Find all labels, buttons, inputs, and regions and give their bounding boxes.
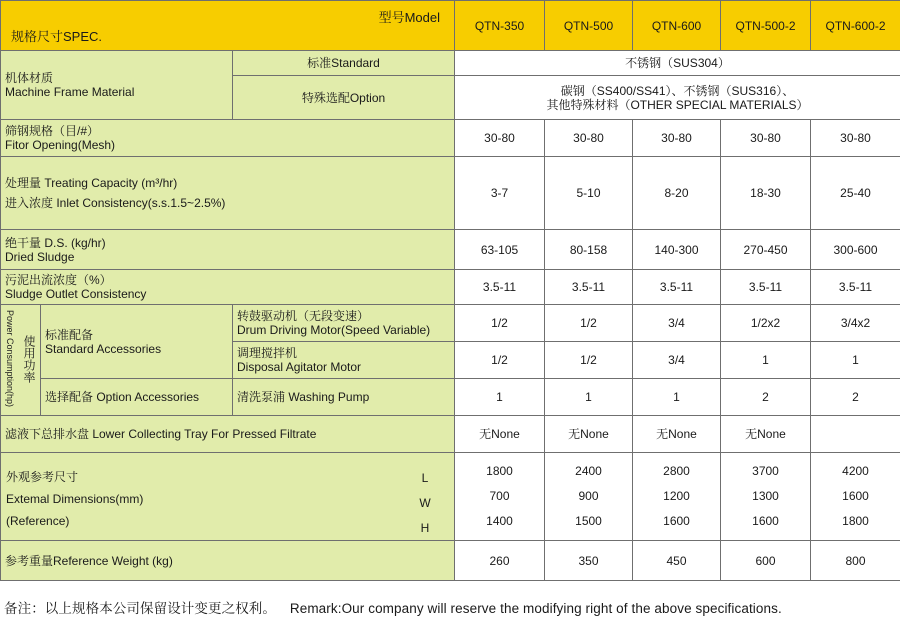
drum-motor-value: 3/4x2: [811, 305, 900, 342]
filter-opening-label: 筛钢规格（目/#） Fitor Opening(Mesh): [1, 120, 455, 157]
agitator-motor-value: 1: [811, 342, 900, 379]
washing-pump-value: 1: [455, 379, 545, 416]
capacity-label: 处理量 Treating Capacity (m³/hr) 进入浓度 Inlet Consistency(s.s.1.5~2.5%): [1, 157, 455, 230]
filter-opening-value: 30-80: [721, 120, 811, 157]
model-header: QTN-600-2: [811, 1, 900, 51]
capacity-value: 5-10: [545, 157, 633, 230]
model-header: QTN-600: [633, 1, 721, 51]
weight-label: 参考重量Reference Weight (kg): [1, 541, 455, 581]
outlet-label: 污泥出流浓度（%） Sludge Outlet Consistency: [1, 270, 455, 305]
washing-pump-value: 1: [545, 379, 633, 416]
outlet-value: 3.5-11: [455, 270, 545, 305]
outlet-value: 3.5-11: [721, 270, 811, 305]
collecting-tray-value: 无None: [633, 416, 721, 453]
collecting-tray-value: 无None: [455, 416, 545, 453]
model-label: 型号Model: [379, 11, 440, 25]
dimensions-label: 外观参考尺寸 Extemal Dimensions(mm) (Reference): [6, 466, 143, 532]
dimensions-value: 1800 700 1400: [455, 453, 545, 541]
washing-pump-value: 2: [811, 379, 900, 416]
capacity-value: 18-30: [721, 157, 811, 230]
filter-opening-value: 30-80: [633, 120, 721, 157]
dried-sludge-row: [1, 230, 900, 270]
model-header: QTN-350: [455, 1, 545, 51]
capacity-value: 25-40: [811, 157, 900, 230]
collecting-tray-value: 无None: [545, 416, 633, 453]
dimensions-value: 2400 900 1500: [545, 453, 633, 541]
collecting-tray-value: 无None: [721, 416, 811, 453]
weight-row: [1, 541, 900, 581]
weight-value: 450: [633, 541, 721, 581]
dried-sludge-value: 80-158: [545, 230, 633, 270]
dimensions-value: 2800 1200 1600: [633, 453, 721, 541]
collecting-tray-value: [811, 416, 900, 453]
collecting-tray-row: [1, 416, 900, 453]
agitator-motor-value: 1: [721, 342, 811, 379]
filter-opening-value: 30-80: [455, 120, 545, 157]
header-spec-model-cell: [1, 1, 455, 51]
dried-sludge-value: 63-105: [455, 230, 545, 270]
washing-pump-value: 1: [633, 379, 721, 416]
drum-motor-row: [1, 305, 900, 342]
remark-cn: 备注：以上规格本公司保留设计变更之权利。: [4, 601, 276, 616]
washing-pump-value: 2: [721, 379, 811, 416]
outlet-value: 3.5-11: [633, 270, 721, 305]
agitator-motor-label: 调理搅拌机 Disposal Agitator Motor: [233, 342, 455, 379]
special-option-label: 特殊选配Option: [233, 76, 455, 120]
capacity-value: 3-7: [455, 157, 545, 230]
frame-material-label: 机体材质 Machine Frame Material: [1, 51, 233, 120]
dimension-letters: L W H: [418, 466, 432, 541]
filter-opening-value: 30-80: [545, 120, 633, 157]
capacity-row: [1, 157, 900, 230]
power-consumption-vertical-label: Power Consumption(hp): [2, 310, 16, 410]
dried-sludge-value: 300-600: [811, 230, 900, 270]
weight-value: 600: [721, 541, 811, 581]
drum-motor-label: 转鼓驱动机（无段变速） Drum Driving Motor(Speed Variable): [233, 305, 455, 342]
drum-motor-value: 1/2x2: [721, 305, 811, 342]
model-header: QTN-500-2: [721, 1, 811, 51]
collecting-tray-label: 滤液下总排水盘 Lower Collecting Tray For Pressed Filtrate: [1, 416, 455, 453]
dried-sludge-label: 绝干量 D.S. (kg/hr) Dried Sludge: [1, 230, 455, 270]
agitator-motor-value: 3/4: [633, 342, 721, 379]
remark: [4, 597, 896, 617]
weight-value: 350: [545, 541, 633, 581]
washing-pump-row: [1, 379, 900, 416]
agitator-motor-value: 1/2: [455, 342, 545, 379]
standard-material-value: 不锈钢（SUS304）: [455, 51, 900, 76]
frame-material-standard-row: [1, 51, 900, 76]
drum-motor-value: 1/2: [455, 305, 545, 342]
filter-opening-row: [1, 120, 900, 157]
standard-accessories-label: 标准配备 Standard Accessories: [41, 305, 233, 379]
special-material-value: 碳钢（SS400/SS41）、不锈钢（SUS316）、 其他特殊材料（OTHER SPECIAL MATERIALS）: [455, 76, 900, 120]
option-accessories-label: 选择配备 Option Accessories: [41, 379, 233, 416]
outlet-value: 3.5-11: [545, 270, 633, 305]
outlet-value: 3.5-11: [811, 270, 900, 305]
spec-label: 规格尺寸SPEC.: [11, 30, 102, 44]
dried-sludge-value: 270-450: [721, 230, 811, 270]
model-header: QTN-500: [545, 1, 633, 51]
dimensions-value: 3700 1300 1600: [721, 453, 811, 541]
power-usage-vertical-label: 使用功率: [22, 335, 36, 383]
header-row: [1, 1, 900, 51]
capacity-value: 8-20: [633, 157, 721, 230]
remark-en: Remark:Our company will reserve the modifying right of the above specifications.: [290, 601, 782, 616]
dimensions-value: 4200 1600 1800: [811, 453, 900, 541]
filter-opening-value: 30-80: [811, 120, 900, 157]
drum-motor-value: 3/4: [633, 305, 721, 342]
drum-motor-value: 1/2: [545, 305, 633, 342]
washing-pump-label: 清洗泵浦 Washing Pump: [233, 379, 455, 416]
standard-option-label: 标准Standard: [233, 51, 455, 76]
agitator-motor-value: 1/2: [545, 342, 633, 379]
dried-sludge-value: 140-300: [633, 230, 721, 270]
weight-value: 800: [811, 541, 900, 581]
weight-value: 260: [455, 541, 545, 581]
outlet-row: [1, 270, 900, 305]
